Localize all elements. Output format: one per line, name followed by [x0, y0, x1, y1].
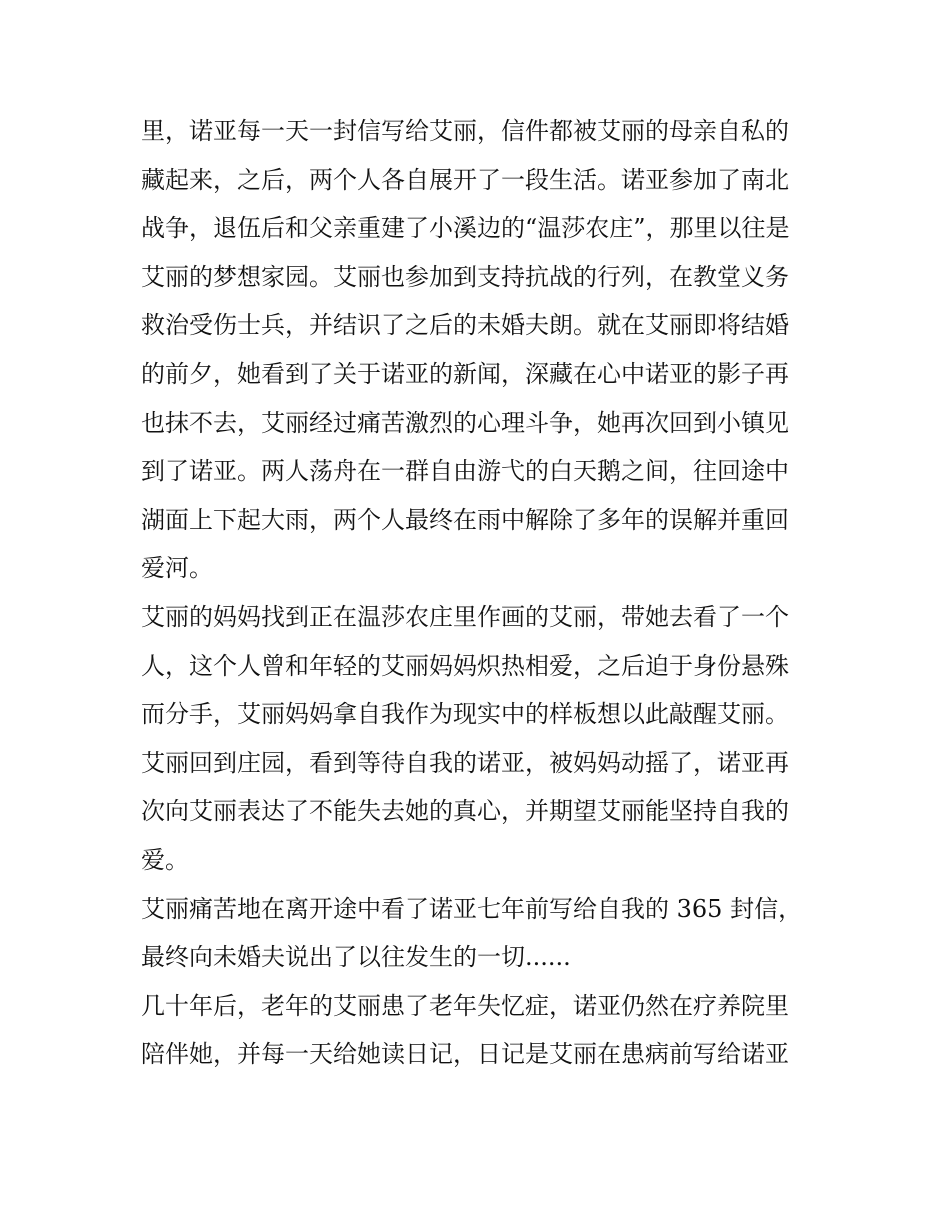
text-line: 爱。 — [141, 845, 189, 874]
text-line: 也抹不去，艾丽经过痛苦激烈的心理斗争，她再次回到小镇见 — [141, 408, 789, 437]
text-line: 湖面上下起大雨，两个人最终在雨中解除了多年的误解并重回 — [141, 505, 789, 534]
text-line: 到了诺亚。两人荡舟在一群自由游弋的白天鹅之间，往回途中 — [141, 457, 789, 486]
text-line: 艾丽的梦想家园。艾丽也参加到支持抗战的行列，在教堂义务 — [141, 262, 789, 291]
paragraph-2 — [141, 593, 813, 885]
text-line: 里，诺亚每一天一封信写给艾丽，信件都被艾丽的母亲自私的 — [141, 117, 789, 145]
paragraph-3 — [141, 885, 813, 982]
text-line: 人，这个人曾和年轻的艾丽妈妈炽热相爱，之后迫于身份悬殊 — [141, 651, 789, 680]
text-line: 救治受伤士兵，并结识了之后的未婚夫朗。就在艾丽即将结婚 — [141, 311, 789, 340]
text-line: 爱河。 — [141, 554, 213, 583]
text-line: 而分手，艾丽妈妈拿自我作为现实中的样板想以此敲醒艾丽。 — [141, 700, 789, 729]
text-line: 几十年后，老年的艾丽患了老年失忆症，诺亚仍然在疗养院里 — [141, 991, 789, 1020]
text-line: 艾丽回到庄园，看到等待自我的诺亚，被妈妈动摇了，诺亚再 — [141, 748, 789, 777]
text-line: 最终向未婚夫说出了以往发生的一切...... — [141, 943, 571, 972]
paragraph-1 — [141, 107, 813, 593]
body-text — [141, 107, 813, 1079]
text-line: 次向艾丽表达了不能失去她的真心，并期望艾丽能坚持自我的 — [141, 797, 789, 826]
paragraph-4 — [141, 982, 813, 1079]
text-line: 艾丽的妈妈找到正在温莎农庄里作画的艾丽，带她去看了一个 — [141, 602, 789, 631]
text-line: 藏起来，之后，两个人各自展开了一段生活。诺亚参加了南北 — [141, 165, 789, 194]
text-line: 艾丽痛苦地在离开途中看了诺亚七年前写给自我的 365 封信， — [141, 894, 803, 923]
text-line: 战争，退伍后和父亲重建了小溪边的“温莎农庄”，那里以往是 — [141, 214, 790, 243]
text-line: 的前夕，她看到了关于诺亚的新闻，深藏在心中诺亚的影子再 — [141, 359, 789, 388]
text-line: 陪伴她，并每一天给她读日记，日记是艾丽在患病前写给诺亚 — [141, 1040, 789, 1069]
